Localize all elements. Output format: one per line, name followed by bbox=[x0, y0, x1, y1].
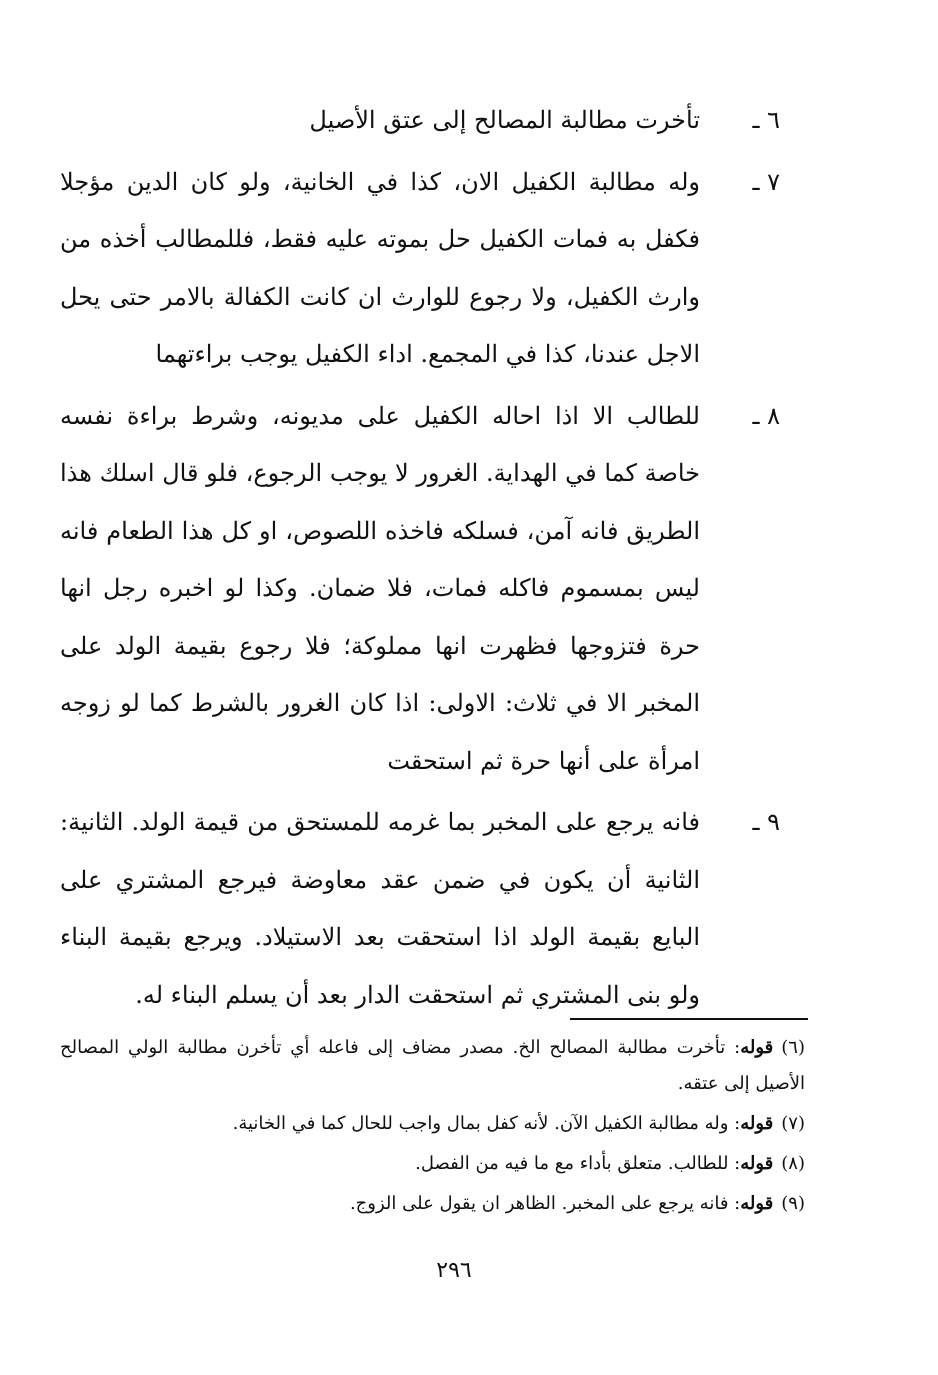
item-text: وله مطالبة الكفيل الان، كذا في الخانية، ولو كان الدين مؤجلا فكفل به فمات الكفيل حل بموته عليه فقط، فللمطالب أخذه من وارث الكفيل، ولا رجوع للوارث ان كانت الكفالة بالامر حتى يحل الاجل عندنا، كذا في المجمع. اداء الكفيل يوجب براءتهما bbox=[60, 167, 700, 368]
footnote-label: قوله bbox=[740, 1193, 774, 1214]
page-number-container bbox=[0, 1258, 938, 1283]
footnote bbox=[60, 1030, 805, 1102]
footnotes bbox=[60, 1030, 805, 1226]
footnote-divider bbox=[570, 1018, 808, 1020]
item-text: تأخرت مطالبة المصالح إلى عتق الأصيل bbox=[309, 106, 700, 134]
footnote bbox=[60, 1186, 805, 1222]
item-text: للطالب الا اذا احاله الكفيل على مديونه، وشرط براءة نفسه خاصة كما في الهداية. الغرور لا يوجب الرجوع، فلو قال اسلك هذا الطريق فانه آمن، فسلكه فاخذه اللصوص، او كل هذا الطعام فانه ليس بمسموم فاكله فمات، فلا ضمان. وكذا لو اخبره رجل انها حرة فتزوجها فظهرت انها مملوكة؛ فلا رجوع بقيمة الولد على المخبر الا في ثلاث: الاولى: اذا كان الغرور بالشرط كما لو زوجه امرأة على أنها حرة ثم استحقت bbox=[60, 401, 700, 775]
footnote-label: قوله bbox=[740, 1113, 774, 1134]
page-number: ٢٩٦ bbox=[436, 1258, 472, 1283]
main-text bbox=[60, 92, 780, 1028]
footnote bbox=[60, 1106, 805, 1142]
item-text: فانه يرجع على المخبر بما غرمه للمستحق من قيمة الولد. الثانية: الثانية أن يكون في ضمن عقد معاوضة فيرجع المشتري على البايع بقيمة الولد اذا استحقت بعد الاستيلاد. ويرجع بقيمة البناء ولو بنى المشتري ثم استحقت الدار بعد أن يسلم البناء له. bbox=[60, 808, 700, 1009]
footnote-number: (٨) bbox=[781, 1153, 805, 1174]
footnote-text: : وله مطالبة الكفيل الآن. لأنه كفل بمال واجب للحال كما في الخانية. bbox=[232, 1113, 741, 1134]
list-item bbox=[60, 154, 780, 384]
footnote-number: (٧) bbox=[781, 1113, 805, 1134]
footnote-number: (٩) bbox=[781, 1193, 805, 1214]
footnote-number: (٦) bbox=[781, 1037, 805, 1058]
item-number: ٦ ـ bbox=[752, 106, 780, 134]
list-item bbox=[60, 388, 780, 791]
item-number: ٩ ـ bbox=[752, 808, 780, 836]
item-number: ٧ ـ bbox=[752, 167, 780, 196]
footnote-text: : تأخرت مطالبة المصالح الخ. مصدر مضاف إلى فاعله أي تأخرن مطالبة الولي المصالح الأصيل إلى عتقه. bbox=[60, 1037, 805, 1094]
footnote-text: : فانه يرجع على المخبر. الظاهر ان يقول على الزوج. bbox=[349, 1193, 741, 1214]
footnote bbox=[60, 1146, 805, 1182]
footnote-label: قوله bbox=[740, 1037, 774, 1058]
list-item bbox=[60, 794, 780, 1024]
item-number: ٨ ـ bbox=[752, 401, 780, 430]
footnote-label: قوله bbox=[740, 1153, 774, 1174]
footnote-text: : للطالب. متعلق بأداء مع ما فيه من الفصل. bbox=[415, 1153, 741, 1174]
list-item bbox=[60, 92, 780, 150]
